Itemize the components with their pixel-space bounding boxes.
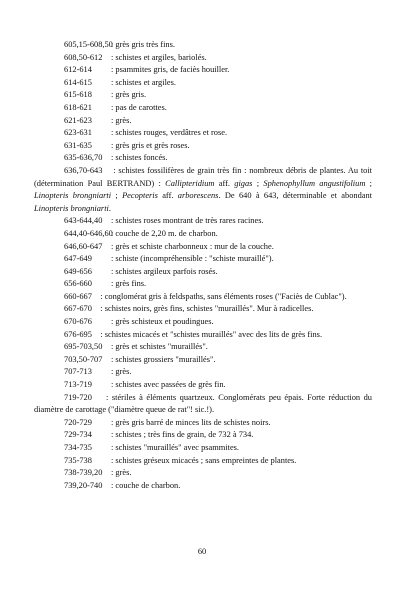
entry-ref: 649-656 (64, 266, 92, 276)
entry-row (34, 442, 372, 455)
entry-text: : schistes noirs, grès fins, schistes "muraillés". Mur à radicelles. (100, 304, 314, 314)
entry-text: : grès. (111, 468, 132, 478)
entry-text: ; (365, 178, 372, 188)
entry-ref: 729-734 (64, 430, 92, 440)
entry-row (34, 215, 372, 228)
entry-text: : couche de charbon. (111, 480, 181, 490)
entry-text: : schistes fossilifères de grain très fin : nombreux débris de plantes. Au toit (détermination Paul BERTRAND) : (34, 165, 372, 188)
entry-ref: 644,40-646,60 (64, 228, 113, 238)
entry-text: : schistes "muraillés" avec psammites. (111, 443, 240, 452)
log-content (34, 39, 372, 492)
entry-ref: 656-660 (64, 279, 92, 289)
entry-ref: 667-670 (64, 304, 92, 314)
entry-ref: 608,50-612 (64, 52, 103, 62)
entry-row (34, 77, 372, 90)
entry-row (34, 316, 372, 329)
entry-ref: 739,20-740 (64, 480, 103, 490)
entry-ref: 676-695 (64, 329, 92, 339)
entry-ref: 635-636,70 (64, 153, 103, 163)
species-name: Linopteris brongniarti (34, 203, 109, 213)
entry-text: . De 640 à 643, déterminable et abondant (218, 191, 372, 201)
entry-row (34, 455, 372, 468)
entry-ref: 621-623 (64, 115, 92, 125)
species-name: Linopteris brongniarti (34, 191, 112, 201)
species-name: Sphenophyllum angustifolium (263, 178, 366, 188)
entry-ref: 615-618 (64, 90, 92, 100)
entry-text: : psammites gris, de faciès houiller. (111, 65, 230, 75)
entry-text: : schistes et argiles. (111, 77, 176, 87)
entry-row (34, 152, 372, 165)
entry-ref: 734-735 (64, 443, 92, 452)
entry-row (34, 379, 372, 392)
entry-text: : grès. (111, 367, 132, 377)
entry-paragraph-660 (34, 291, 372, 304)
entry-text: : stériles à éléments quartzeux. Conglomérats peu épais. Forte réduction du diamètre de carottage ("diamètre queue de rat"! sic.!). (34, 392, 372, 415)
entry-text: . (108, 203, 111, 213)
entry-text: : grès fins. (111, 279, 147, 289)
entry-ref: 738-739,20 (64, 468, 103, 478)
entry-text: : grès et schistes "muraillés". (111, 342, 208, 352)
entry-text: : pas de carottes. (111, 102, 167, 112)
entry-row (34, 266, 372, 279)
entry-text: : schistes roses montrant de très rares racines. (111, 216, 264, 226)
entry-text: ; (252, 178, 264, 188)
entry-ref: 660-667 (64, 291, 92, 301)
entry-text: : schistes argileux parfois rosés. (111, 266, 218, 276)
entry-text: : schistes grossiers "muraillés". (111, 354, 216, 364)
entry-ref: 735-738 (64, 455, 92, 465)
entry-row (34, 39, 372, 52)
entry-text: aff. (157, 191, 178, 201)
entry-ref: 605,15-608,50 (64, 40, 113, 49)
entry-text: : schistes et argiles, bariolés. (111, 52, 207, 62)
entry-row (34, 115, 372, 128)
entry-text: : grès schisteux et poudingues. (111, 317, 214, 327)
entry-paragraph-676 (34, 329, 372, 342)
species-name: Callipteridium (165, 178, 215, 188)
entry-row (34, 417, 372, 430)
entry-ref: 618-621 (64, 102, 92, 112)
entry-row (34, 102, 372, 115)
entry-text: aff. (214, 178, 235, 188)
entry-ref: 707-713 (64, 367, 92, 377)
entry-row (34, 429, 372, 442)
entry-ref: 646,60-647 (64, 241, 103, 251)
entry-text: : grès gris. (111, 90, 147, 100)
entry-ref: 720-729 (64, 417, 92, 427)
entry-text: : schistes avec passées de grès fin. (111, 380, 226, 390)
entry-text: : couche de 2,20 m. de charbon. (111, 228, 218, 238)
entry-row (34, 241, 372, 254)
species-name: Pecopteris (122, 191, 158, 201)
entry-ref: 614-615 (64, 77, 92, 87)
entry-text: : grès gris très fins. (111, 40, 175, 49)
entry-text: : grès gris et grès roses. (111, 140, 190, 150)
entry-text: : grès gris barré de minces lits de schistes noirs. (111, 417, 271, 427)
entry-text: : schistes micacés et "schistes muraillés" avec des lits de grès fins. (100, 329, 323, 339)
entry-text: ; (111, 191, 123, 201)
entry-row (34, 127, 372, 140)
entry-row (34, 366, 372, 379)
species-name: gigas (234, 178, 253, 188)
entry-ref: 612-614 (64, 65, 92, 75)
entry-row (34, 52, 372, 65)
entry-row (34, 480, 372, 493)
entry-row (34, 467, 372, 480)
entry-row (34, 278, 372, 291)
entry-text: : grès. (111, 115, 132, 125)
entry-row (34, 89, 372, 102)
entry-row (34, 354, 372, 367)
entry-ref: 703,50-707 (64, 354, 103, 364)
entry-text: : grès et schiste charbonneux : mur de la couche. (111, 241, 274, 251)
entry-ref: 695-703,50 (64, 342, 103, 352)
entry-ref: 670-676 (64, 317, 92, 327)
entry-ref: 631-635 (64, 140, 92, 150)
entry-row (34, 341, 372, 354)
entry-text: : schistes rouges, verdâtres et rose. (111, 128, 228, 138)
entry-text: : schistes ; très fins de grain, de 732 à 734. (111, 430, 254, 440)
entry-paragraph-719 (34, 392, 372, 417)
entry-text: : conglomérat gris à feldspaths, sans éléments roses ("Faciès de Cublac"). (100, 291, 347, 301)
entry-text: : schistes foncés. (111, 153, 168, 163)
entry-row (34, 140, 372, 153)
entry-paragraph-667 (34, 303, 372, 316)
species-name: arborescens (177, 191, 219, 201)
page-number: 60 (197, 547, 207, 556)
entry-ref: 636,70-643 (64, 165, 103, 175)
entry-row (34, 253, 372, 266)
entry-paragraph-636 (34, 165, 372, 215)
entry-row (34, 228, 372, 241)
entry-ref: 647-649 (64, 254, 92, 264)
entry-ref: 719-720 (64, 392, 92, 402)
entry-ref: 643-644,40 (64, 216, 103, 226)
entry-row (34, 64, 372, 77)
entry-ref: 623-631 (64, 128, 92, 138)
entry-ref: 713-719 (64, 380, 92, 390)
entry-text: : schistes gréseux micacés ; sans empreintes de plantes. (111, 455, 297, 465)
entry-text: : schiste (incompréhensible : "schiste muraillé"). (111, 254, 274, 264)
